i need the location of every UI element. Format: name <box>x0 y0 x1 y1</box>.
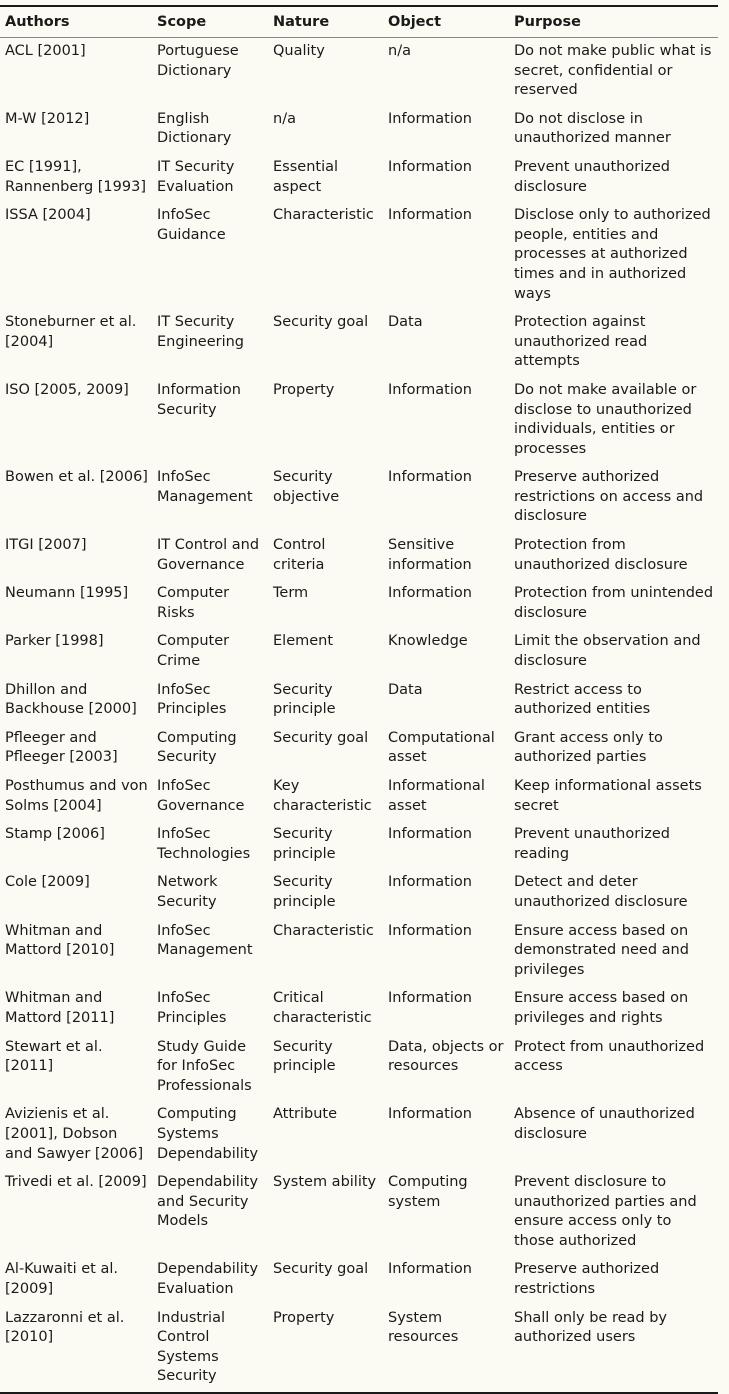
cell-authors: Bowen et al. [2006] <box>5 469 148 486</box>
cell-object: Computing system <box>388 1174 468 1210</box>
cell-authors: Cole [2009] <box>5 874 90 891</box>
cell-authors: Posthumus and von Solms [2004] <box>5 778 148 814</box>
table-row <box>0 106 718 154</box>
cell-object: Information <box>388 381 472 398</box>
cell-scope: InfoSec Guidance <box>157 207 226 243</box>
cell-scope: Computing Security <box>157 729 237 766</box>
cell-nature: Security principle <box>273 874 336 910</box>
cell-object: Sensitive information <box>388 537 472 573</box>
cell-object: Information <box>388 1106 472 1123</box>
cell-object: Knowledge <box>388 633 468 650</box>
cell-purpose: Ensure access based on demonstrated need and privileges <box>514 922 689 978</box>
cell-scope: IT Security Engineering <box>157 314 244 350</box>
cell-purpose: Ensure access based on privileges and rights <box>514 990 689 1026</box>
cell-authors: Avizienis et al. [2001], Dobson and Sawyer [2006] <box>5 1106 144 1162</box>
cell-nature: Property <box>273 381 335 398</box>
cell-purpose: Prevent unauthorized disclosure <box>514 158 670 195</box>
cell-purpose: Prevent unauthorized reading <box>514 826 670 862</box>
cell-scope: Dependability Evaluation <box>157 1261 259 1298</box>
cell-authors: Stoneburner et al. [2004] <box>5 314 137 350</box>
cell-object: Information <box>388 158 472 175</box>
cell-nature: Attribute <box>273 1106 338 1123</box>
cell-authors: Stewart et al. [2011] <box>5 1038 103 1075</box>
table-row <box>0 580 718 628</box>
cell-purpose: Preserve authorized restrictions on access and disclosure <box>514 469 704 525</box>
cell-authors: M-W [2012] <box>5 110 90 127</box>
cell-authors: Dhillon and Backhouse [2000] <box>5 681 137 718</box>
cell-scope: InfoSec Technologies <box>157 826 251 862</box>
cell-purpose: Protection against unauthorized read attempts <box>514 314 648 370</box>
table-row <box>0 821 718 869</box>
cell-scope: InfoSec Principles <box>157 990 227 1026</box>
cell-nature: Security principle <box>273 681 336 718</box>
cell-scope: Study Guide for InfoSec Professionals <box>157 1038 252 1094</box>
cell-scope: IT Security Evaluation <box>157 158 235 195</box>
cell-purpose: Shall only be read by authorized users <box>514 1309 668 1346</box>
cell-nature: Control criteria <box>273 537 326 573</box>
cell-authors: Pfleeger and Pfleeger [2003] <box>5 729 118 766</box>
cell-scope: InfoSec Management <box>157 922 253 959</box>
cell-purpose: Do not make public what is secret, confidential or reserved <box>514 43 712 99</box>
table-body <box>0 38 718 1394</box>
cell-scope: Portuguese Dictionary <box>157 43 239 79</box>
cell-nature: Characteristic <box>273 207 374 224</box>
cell-nature: Security goal <box>273 314 369 331</box>
cell-nature: System ability <box>273 1174 377 1191</box>
cell-object: n/a <box>388 43 411 59</box>
cell-nature: Property <box>273 1309 335 1326</box>
cell-nature: Characteristic <box>273 922 374 939</box>
cell-purpose: Protection from unauthorized disclosure <box>514 537 688 573</box>
header-purpose: Purpose <box>509 6 718 38</box>
cell-object: Information <box>388 922 472 939</box>
cell-nature: Essential aspect <box>273 158 339 195</box>
header-nature: Nature <box>268 6 383 38</box>
cell-authors: ITGI [2007] <box>5 537 87 554</box>
table-row <box>0 309 718 377</box>
cell-purpose: Keep informational assets secret <box>514 778 702 814</box>
cell-object: Data <box>388 314 423 331</box>
cell-purpose: Absence of unauthorized disclosure <box>514 1106 695 1142</box>
cell-purpose: Grant access only to authorized parties <box>514 729 663 766</box>
cell-purpose: Limit the observation and disclosure <box>514 633 701 670</box>
cell-scope: Industrial Control Systems Security <box>157 1309 226 1385</box>
table-row <box>0 202 718 309</box>
cell-authors: ISO [2005, 2009] <box>5 381 129 398</box>
cell-nature: Security objective <box>273 469 340 505</box>
cell-authors: ISSA [2004] <box>5 207 91 224</box>
cell-scope: Computer Risks <box>157 585 230 621</box>
cell-authors: Neumann [1995] <box>5 585 129 602</box>
cell-purpose: Preserve authorized restrictions <box>514 1261 660 1298</box>
cell-authors: Stamp [2006] <box>5 826 105 843</box>
cell-object: Information <box>388 469 472 486</box>
cell-authors: Lazzaronni et al. [2010] <box>5 1309 125 1346</box>
cell-nature: n/a <box>273 110 296 127</box>
cell-object: System resources <box>388 1309 459 1346</box>
cell-object: Information <box>388 1261 472 1278</box>
cell-purpose: Prevent disclosure to unauthorized parties and ensure access only to those authorized <box>514 1174 697 1249</box>
cell-authors: Trivedi et al. [2009] <box>5 1174 147 1191</box>
cell-purpose: Do not make available or disclose to unauthorized individuals, entities or processes <box>514 381 697 457</box>
table-row <box>0 1169 718 1256</box>
table-row <box>0 1101 718 1169</box>
cell-nature: Critical characteristic <box>273 990 372 1026</box>
cell-object: Data, objects or resources <box>388 1038 504 1075</box>
cell-nature: Element <box>273 633 334 650</box>
cell-scope: Dependability and Security Models <box>157 1174 259 1230</box>
cell-scope: English Dictionary <box>157 110 232 147</box>
cell-object: Information <box>388 826 472 843</box>
cell-purpose: Protect from unauthorized access <box>514 1038 705 1075</box>
table-row <box>0 1256 718 1304</box>
cell-object: Information <box>388 207 472 224</box>
cell-scope: IT Control and Governance <box>157 537 260 573</box>
cell-scope: Network Security <box>157 874 218 910</box>
cell-authors: Al-Kuwaiti et al. [2009] <box>5 1261 118 1298</box>
header-scope: Scope <box>152 6 268 38</box>
cell-nature: Security goal <box>273 1261 369 1278</box>
cell-object: Data <box>388 681 423 698</box>
table-row <box>0 1034 718 1102</box>
cell-scope: Information Security <box>157 381 241 418</box>
cell-nature: Security goal <box>273 729 369 746</box>
cell-purpose: Restrict access to authorized entities <box>514 681 651 718</box>
cell-object: Informational asset <box>388 778 485 814</box>
cell-authors: Whitman and Mattord [2010] <box>5 922 115 959</box>
cell-object: Computational asset <box>388 729 495 766</box>
cell-purpose: Do not disclose in unauthorized manner <box>514 110 671 147</box>
cell-authors: ACL [2001] <box>5 43 86 59</box>
table-row <box>0 1305 718 1393</box>
table-row <box>0 773 718 821</box>
header-row <box>0 6 718 38</box>
table-row <box>0 918 718 986</box>
cell-scope: Computer Crime <box>157 633 230 670</box>
cell-object: Information <box>388 110 472 127</box>
table-row <box>0 532 718 580</box>
cell-nature: Quality <box>273 43 325 59</box>
cell-scope: Computing Systems Dependability <box>157 1106 259 1162</box>
table-row <box>0 464 718 532</box>
table-row <box>0 677 718 725</box>
cell-authors: Parker [1998] <box>5 633 104 650</box>
cell-object: Information <box>388 990 472 1007</box>
table-header <box>0 6 718 38</box>
table-row <box>0 628 718 676</box>
table-row <box>0 377 718 464</box>
table-row <box>0 154 718 202</box>
table-row <box>0 38 718 106</box>
cell-object: Information <box>388 585 472 602</box>
cell-purpose: Protection from unintended disclosure <box>514 585 714 621</box>
cell-nature: Key characteristic <box>273 778 372 814</box>
cell-authors: Whitman and Mattord [2011] <box>5 990 115 1026</box>
cell-scope: InfoSec Principles <box>157 681 227 718</box>
table-row <box>0 725 718 773</box>
header-authors: Authors <box>0 6 152 38</box>
table-row <box>0 869 718 917</box>
table-row <box>0 985 718 1033</box>
cell-purpose: Disclose only to authorized people, entities and processes at authorized times and in authorized ways <box>514 207 711 302</box>
header-object: Object <box>383 6 509 38</box>
cell-authors: EC [1991], Rannenberg [1993] <box>5 158 146 195</box>
confidentiality-definitions-table <box>0 5 718 1394</box>
cell-purpose: Detect and deter unauthorized disclosure <box>514 874 688 910</box>
cell-object: Information <box>388 874 472 891</box>
cell-nature: Term <box>273 585 309 602</box>
cell-nature: Security principle <box>273 1038 336 1075</box>
cell-nature: Security principle <box>273 826 336 862</box>
cell-scope: InfoSec Management <box>157 469 253 505</box>
cell-scope: InfoSec Governance <box>157 778 245 814</box>
